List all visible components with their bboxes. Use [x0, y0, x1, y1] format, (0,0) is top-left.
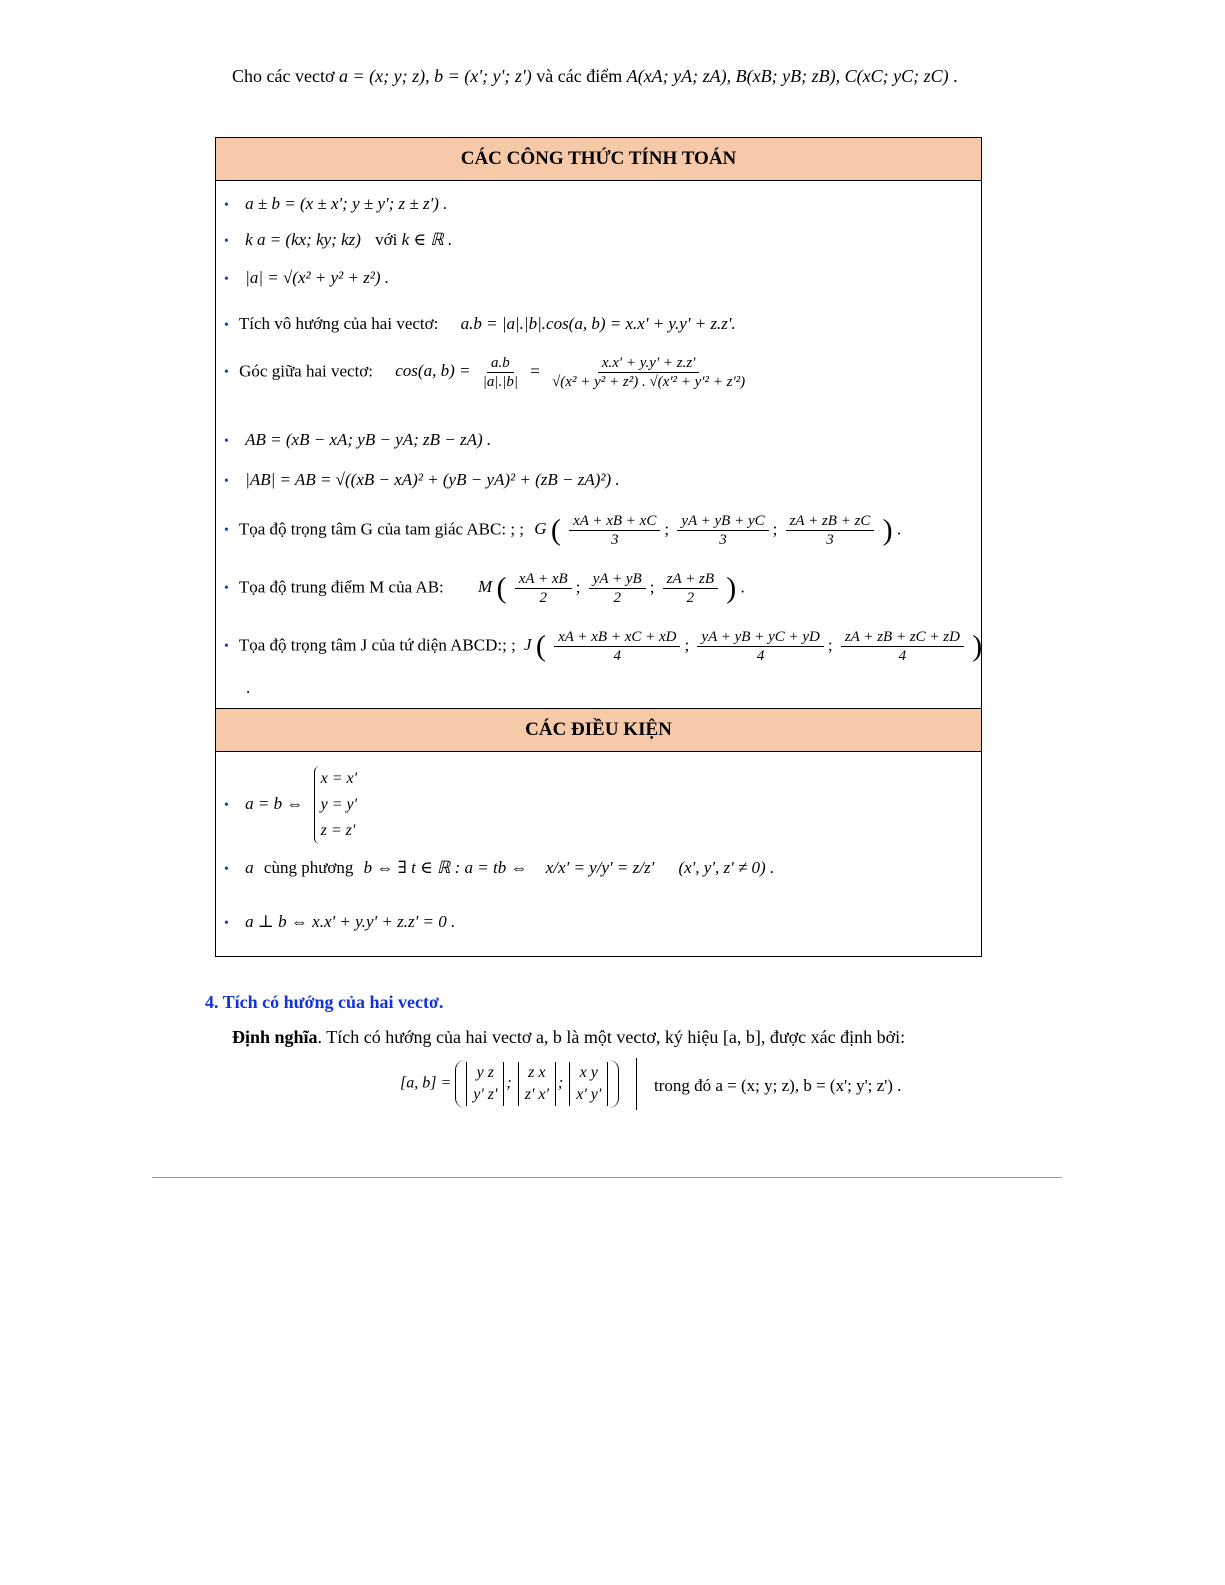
midpoint-num-x: xA + xB [515, 570, 572, 589]
centroid-num-x: xA + xB + xC [569, 512, 660, 531]
midpoint-den-y: 2 [613, 590, 621, 606]
formula-sum [224, 194, 447, 214]
det3-row2: x' y' [576, 1086, 602, 1103]
collinear-cond: (x', y', z' ≠ 0) . [678, 858, 775, 877]
definition-text: . Tích có hướng của hai vectơ a, b là một vectơ, ký hiệu [a, b], được xác định bởi: [317, 1027, 906, 1047]
angle-num-2: x.x' + y.y' + z.z' [598, 354, 700, 373]
formula-tetra-label: Tọa độ trọng tâm J của tứ diện ABCD:; ; [238, 635, 516, 655]
midpoint-frac-z [663, 570, 718, 607]
bullet-icon: • [224, 318, 229, 333]
centroid-frac-y [677, 512, 768, 549]
formula-dot [224, 314, 736, 334]
tetra-den-x: 4 [613, 648, 622, 664]
formula-ab-length-text: |AB| = AB = √((xB − xA)² + (yB − yA)² + (zB − zA)²) . [245, 470, 620, 489]
system-line-z: z = z' [320, 822, 356, 839]
centroid-den-y: 3 [719, 532, 727, 548]
midpoint-M: M [478, 577, 493, 597]
formula-ab-vector [224, 430, 491, 450]
bullet-icon: • [224, 523, 229, 539]
det3-row1: x y [579, 1064, 598, 1081]
bullet-icon: • [224, 862, 229, 877]
header-conditions: CÁC ĐIỀU KIỆN [216, 708, 981, 752]
formula-midpoint-label: Tọa độ trung điểm M của AB: [238, 577, 444, 597]
det1-row2: y' z' [473, 1086, 498, 1103]
page-divider [152, 1177, 1062, 1178]
midpoint-num-y: yA + yB [589, 570, 646, 589]
centroid-num-y: yA + yB + yC [677, 512, 768, 531]
formula-scalar-domain: k ∈ ℝ . [401, 230, 453, 249]
definition-line [232, 1027, 905, 1048]
formula-table [215, 137, 982, 957]
condition-equal-system [314, 766, 357, 844]
formula-angle-lhs: cos(a, b) = [395, 361, 471, 381]
condition-perpendicular [224, 912, 455, 932]
centroid-num-z: zA + zB + zC [786, 512, 875, 531]
intro-line [232, 66, 958, 87]
formula-dot-expr: a.b = |a|.|b|.cos(a, b) = x.x' + y.y' + z.z'. [460, 314, 736, 333]
centroid-den-z: 3 [826, 532, 834, 548]
centroid-frac-z [786, 512, 875, 549]
tetra-frac-y [697, 628, 823, 665]
midpoint-num-z: zA + zB [663, 570, 718, 589]
det2-row1: z x [528, 1064, 546, 1081]
midpoint-frac-x [515, 570, 572, 607]
tetra-den-z: 4 [898, 648, 907, 664]
formula-ab-length [224, 470, 620, 490]
bullet-icon: • [224, 581, 229, 597]
cross-matrix: y z y' z'; z x z' x'; x y x' y' [455, 1060, 619, 1108]
formula-angle: • Góc giữa hai vectơ: cos(a, b) = $\frac{a.b}{|a|.|b|}$ = $\frac{x.x' + y.y' + z.z'}{\text{√(x² + y² + z²) . √(x'² + y'² + z'²)}}$ [224, 354, 753, 391]
angle-fraction-1 [479, 354, 522, 391]
condition-equal-lhs: a = b ⇔ [245, 793, 304, 813]
intro-vectors: a = (x; y; z), b = (x'; y'; z') [338, 66, 532, 86]
tetra-frac-z [841, 628, 964, 665]
formula-midpoint: • Tọa độ trung điểm M của AB: M ( $\frac{xA + xB}{2}$ ; $\frac{yA + yB}{2}$ ; $\frac{zA + zB}{2}$ ) . [224, 571, 745, 606]
formula-sum-text: a ± b = (x ± x'; y ± y'; z ± z') . [245, 194, 448, 213]
bullet-icon: • [224, 198, 229, 213]
tetra-num-z: zA + zB + zC + zD [841, 628, 964, 647]
determinant-2 [518, 1062, 556, 1106]
system-line-x: x = x' [320, 770, 358, 787]
intro-points: A(xA; yA; zA), B(xB; yB; zB), C(xC; yC; zC) [626, 66, 949, 86]
intro-prefix: Cho các vectơ [232, 66, 335, 86]
formula-tetrahedron: • Tọa độ trọng tâm J của tứ diện ABCD:; ; J ( $\frac{xA + xB + xC + xD}{4}$ ; $\frac{yA + yB + yC + yD}{4}$ ; $\frac{zA + zB + zC + zD}{4}$ ) [224, 629, 983, 664]
det2-row2: z' x' [524, 1086, 549, 1103]
det1-row1: y z [476, 1064, 494, 1081]
bullet-icon: • [224, 272, 229, 287]
bullet-icon: • [224, 797, 229, 813]
collinear-a: a [245, 858, 254, 877]
formula-scalar-text: k a = (kx; ky; kz) [245, 230, 361, 249]
definition-bold: Định nghĩa [232, 1027, 318, 1047]
cross-lhs: [a, b] = [400, 1074, 452, 1092]
condition-equal [224, 766, 357, 844]
bullet-icon: • [224, 365, 229, 381]
centroid-frac-x [569, 512, 660, 549]
intro-middle: và các điểm [536, 66, 623, 86]
angle-fraction-2 [548, 354, 749, 391]
collinear-text: cùng phương [263, 858, 354, 877]
cross-divider [636, 1058, 637, 1110]
formula-ab-vector-text: AB = (xB − xA; yB − yA; zB − zA) . [245, 430, 492, 449]
determinant-1 [466, 1062, 504, 1106]
centroid-G: G [534, 519, 547, 539]
tetra-trailing-dot: . [246, 678, 251, 697]
midpoint-frac-y [589, 570, 646, 607]
cross-product-formula [400, 1060, 619, 1108]
tetra-frac-x [554, 628, 680, 665]
formula-centroid-label: Tọa độ trọng tâm G của tam giác ABC: ; ; [238, 519, 525, 539]
formula-angle-label: Góc giữa hai vectơ: [239, 361, 374, 381]
cross-where: trong đó a = (x; y; z), b = (x'; y'; z') . [654, 1076, 902, 1095]
formula-scalar-with: với [375, 230, 398, 249]
angle-den-2: √(x² + y² + z²) . √(x'² + y'² + z'²) [552, 374, 746, 390]
bullet-icon: • [224, 639, 229, 655]
collinear-mid: b ⇔ ∃ t ∈ ℝ : a = tb ⇔ [363, 858, 528, 877]
intro-end: . [953, 66, 958, 86]
formula-scalar [224, 230, 452, 250]
bullet-icon: • [224, 434, 229, 449]
angle-num-1: a.b [487, 354, 514, 373]
midpoint-den-x: 2 [539, 590, 547, 606]
tetra-den-y: 4 [756, 648, 765, 664]
centroid-den-x: 3 [610, 532, 619, 548]
header-formulas: CÁC CÔNG THỨC TÍNH TOÁN [216, 138, 981, 181]
determinant-3 [569, 1062, 608, 1106]
formula-norm-text: |a| = √(x² + y² + z²) . [245, 268, 390, 287]
system-line-y: y = y' [320, 796, 358, 813]
tetra-num-y: yA + yB + yC + yD [697, 628, 823, 647]
section-title: 4. Tích có hướng của hai vectơ. [205, 992, 444, 1012]
collinear-ratio: x/x' = y/y' = z/z' [545, 858, 655, 877]
formula-centroid: • Tọa độ trọng tâm G của tam giác ABC: ; ; G ( $\frac{xA + xB + xC}{3}$ ; $\frac{yA + yB + yC}{3}$ ; $\frac{zA + zB + zC}{3}$ ) . [224, 513, 902, 548]
bullet-icon: • [224, 234, 229, 249]
bullet-icon: • [224, 474, 229, 489]
angle-den-1: |a|.|b| [482, 374, 518, 390]
formula-dot-label: Tích vô hướng của hai vectơ: [238, 314, 439, 333]
midpoint-den-z: 2 [686, 590, 695, 606]
condition-collinear [224, 858, 774, 878]
bullet-icon: • [224, 916, 229, 931]
tetra-J: J [524, 635, 532, 655]
perp-text: a ⊥ b ⇔ x.x' + y.y' + z.z' = 0 . [245, 912, 456, 931]
tetra-num-x: xA + xB + xC + xD [554, 628, 680, 647]
formula-norm [224, 268, 389, 288]
